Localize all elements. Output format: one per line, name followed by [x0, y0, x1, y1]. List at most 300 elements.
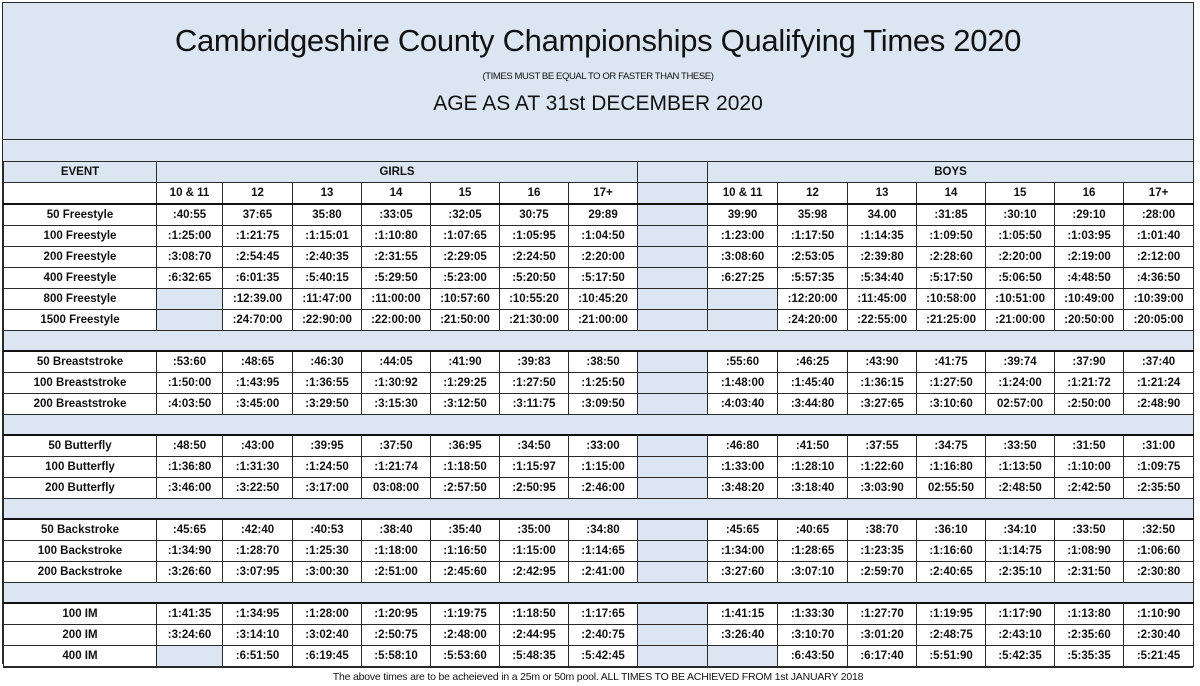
boys-time-cell: :3:08:60	[708, 247, 778, 268]
boys-time-cell: :1:21:24	[1124, 373, 1194, 394]
boys-time-cell: :3:07:10	[778, 562, 848, 583]
qualifying-times-table	[3, 161, 1194, 667]
boys-time-cell: :2:35:50	[1124, 478, 1194, 499]
boys-time-cell: :3:44:80	[778, 394, 848, 415]
girls-age-header: 16	[500, 183, 569, 205]
girls-time-cell: 37:65	[223, 204, 293, 226]
boys-time-cell: :1:08:90	[1055, 541, 1124, 562]
boys-time-cell: :2:35:60	[1055, 625, 1124, 646]
girls-time-cell: :1:21:74	[362, 457, 431, 478]
boys-time-cell: :1:09:50	[917, 226, 986, 247]
event-name: 400 IM	[4, 646, 157, 667]
age-note: AGE AS AT 31st DECEMBER 2020	[433, 92, 763, 115]
boys-time-cell: :31:00	[1124, 435, 1194, 457]
table-row	[4, 435, 1194, 457]
girls-time-cell: :1:15:00	[569, 457, 638, 478]
boys-time-cell: :43:90	[848, 351, 917, 373]
girls-time-cell: :39:95	[293, 435, 362, 457]
girls-time-cell: :10:57:60	[431, 289, 500, 310]
girls-time-cell: :1:04:50	[569, 226, 638, 247]
girls-time-cell: :24:70:00	[223, 310, 293, 331]
girls-time-cell: :1:24:50	[293, 457, 362, 478]
girls-time-cell	[157, 310, 223, 331]
boys-time-cell: 39:90	[708, 204, 778, 226]
girls-time-cell: :1:18:00	[362, 541, 431, 562]
boys-time-cell: :2:35:10	[986, 562, 1055, 583]
girls-time-cell: :1:15:97	[500, 457, 569, 478]
girls-time-cell: :2:29:05	[431, 247, 500, 268]
event-name: 200 IM	[4, 625, 157, 646]
girls-time-cell: :1:14:65	[569, 541, 638, 562]
boys-time-cell: :1:06:60	[1124, 541, 1194, 562]
boys-time-cell: :1:01:40	[1124, 226, 1194, 247]
girls-time-cell: :1:31:30	[223, 457, 293, 478]
girls-age-header: 14	[362, 183, 431, 205]
girls-time-cell: :1:41:35	[157, 603, 223, 625]
girls-time-cell: :2:57:50	[431, 478, 500, 499]
girls-time-cell: :2:50:75	[362, 625, 431, 646]
event-name: 50 Backstroke	[4, 519, 157, 541]
table-row	[4, 289, 1194, 310]
girls-time-cell: :6:32:65	[157, 268, 223, 289]
girls-time-cell: :3:15:30	[362, 394, 431, 415]
girls-time-cell: :1:34:95	[223, 603, 293, 625]
girls-time-cell: 30:75	[500, 204, 569, 226]
boys-time-cell: :5:42:35	[986, 646, 1055, 667]
boys-time-cell: :20:05:00	[1124, 310, 1194, 331]
boys-time-cell: :5:34:40	[848, 268, 917, 289]
girls-time-cell: :1:36:80	[157, 457, 223, 478]
boys-time-cell: :1:28:10	[778, 457, 848, 478]
group-spacer	[4, 415, 1194, 436]
girls-time-cell: :35:40	[431, 519, 500, 541]
boys-time-cell: :31:50	[1055, 435, 1124, 457]
girls-time-cell: :3:11:75	[500, 394, 569, 415]
boys-time-cell: :5:21:45	[1124, 646, 1194, 667]
boys-time-cell: :45:65	[708, 519, 778, 541]
event-name: 100 IM	[4, 603, 157, 625]
boys-time-cell: :1:10:90	[1124, 603, 1194, 625]
group-spacer	[4, 583, 1194, 604]
girls-time-cell: :21:00:00	[569, 310, 638, 331]
boys-time-cell: :1:16:80	[917, 457, 986, 478]
girls-time-cell: :3:08:70	[157, 247, 223, 268]
girls-time-cell: :1:15:01	[293, 226, 362, 247]
girls-time-cell: :1:29:25	[431, 373, 500, 394]
event-name: 50 Freestyle	[4, 204, 157, 226]
event-column-header: EVENT	[4, 162, 157, 183]
group-spacer-row	[4, 499, 1194, 520]
column-separator	[638, 204, 708, 226]
boys-time-cell: :39:74	[986, 351, 1055, 373]
girls-time-cell: :2:40:35	[293, 247, 362, 268]
boys-time-cell: :37:55	[848, 435, 917, 457]
boys-time-cell: :1:27:50	[917, 373, 986, 394]
group-spacer	[4, 499, 1194, 520]
girls-time-cell: 35:80	[293, 204, 362, 226]
boys-time-cell: :6:17:40	[848, 646, 917, 667]
boys-time-cell: :21:00:00	[986, 310, 1055, 331]
boys-time-cell: :3:18:40	[778, 478, 848, 499]
boys-time-cell: :1:23:00	[708, 226, 778, 247]
girls-time-cell: :1:25:50	[569, 373, 638, 394]
boys-time-cell: :1:36:15	[848, 373, 917, 394]
group-spacer-row	[4, 583, 1194, 604]
table-row	[4, 541, 1194, 562]
boys-time-cell: :33:50	[986, 435, 1055, 457]
girls-time-cell: :3:12:50	[431, 394, 500, 415]
table-row	[4, 204, 1194, 226]
girls-time-cell: :22:00:00	[362, 310, 431, 331]
boys-time-cell: :2:12:00	[1124, 247, 1194, 268]
girls-time-cell: :6:19:45	[293, 646, 362, 667]
girls-time-cell: :3:07:95	[223, 562, 293, 583]
girls-time-cell: :1:19:75	[431, 603, 500, 625]
boys-time-cell: :29:10	[1055, 204, 1124, 226]
boys-time-cell: :3:01:20	[848, 625, 917, 646]
boys-time-cell: :3:10:70	[778, 625, 848, 646]
boys-time-cell: :10:51:00	[986, 289, 1055, 310]
boys-time-cell: :2:48:50	[986, 478, 1055, 499]
boys-time-cell: :30:10	[986, 204, 1055, 226]
event-name: 400 Freestyle	[4, 268, 157, 289]
boys-time-cell: :1:09:75	[1124, 457, 1194, 478]
boys-time-cell: :1:17:50	[778, 226, 848, 247]
boys-time-cell: :40:65	[778, 519, 848, 541]
column-separator	[638, 289, 708, 310]
boys-time-cell: :2:28:60	[917, 247, 986, 268]
girls-time-cell: :3:02:40	[293, 625, 362, 646]
girls-time-cell: :5:20:50	[500, 268, 569, 289]
girls-time-cell: 03:08:00	[362, 478, 431, 499]
boys-time-cell: :3:10:60	[917, 394, 986, 415]
girls-time-cell: :1:25:30	[293, 541, 362, 562]
girls-time-cell: :2:40:75	[569, 625, 638, 646]
girls-time-cell: :42:40	[223, 519, 293, 541]
girls-time-cell: :1:36:55	[293, 373, 362, 394]
boys-age-header: 15	[986, 183, 1055, 205]
event-name: 50 Butterfly	[4, 435, 157, 457]
table-row	[4, 247, 1194, 268]
girls-time-cell: :3:24:60	[157, 625, 223, 646]
girls-header: GIRLS	[157, 162, 638, 183]
boys-time-cell: :3:27:60	[708, 562, 778, 583]
boys-time-cell: :5:35:35	[1055, 646, 1124, 667]
girls-time-cell: :34:80	[569, 519, 638, 541]
girls-time-cell: :5:17:50	[569, 268, 638, 289]
event-name: 200 Backstroke	[4, 562, 157, 583]
girls-time-cell: :11:47:00	[293, 289, 362, 310]
girls-time-cell: :10:45:20	[569, 289, 638, 310]
girls-time-cell: :5:29:50	[362, 268, 431, 289]
girls-age-header: 12	[223, 183, 293, 205]
boys-time-cell: :34:75	[917, 435, 986, 457]
girls-time-cell: :33:00	[569, 435, 638, 457]
boys-time-cell: :2:20:00	[986, 247, 1055, 268]
girls-time-cell: :1:10:80	[362, 226, 431, 247]
girls-time-cell: :2:44:95	[500, 625, 569, 646]
group-spacer	[4, 331, 1194, 352]
girls-age-header: 13	[293, 183, 362, 205]
table-row	[4, 226, 1194, 247]
boys-time-cell: :1:28:65	[778, 541, 848, 562]
column-separator	[638, 268, 708, 289]
table-row	[4, 457, 1194, 478]
girls-time-cell: :5:42:45	[569, 646, 638, 667]
event-name: 200 Butterfly	[4, 478, 157, 499]
boys-time-cell: :1:34:00	[708, 541, 778, 562]
boys-time-cell: 02:57:00	[986, 394, 1055, 415]
girls-time-cell: :33:05	[362, 204, 431, 226]
boys-time-cell	[708, 289, 778, 310]
girls-time-cell: :34:50	[500, 435, 569, 457]
boys-time-cell: :24:20:00	[778, 310, 848, 331]
boys-time-cell: :36:10	[917, 519, 986, 541]
girls-time-cell: :1:30:92	[362, 373, 431, 394]
boys-time-cell: :1:23:35	[848, 541, 917, 562]
boys-time-cell: :5:06:50	[986, 268, 1055, 289]
boys-time-cell: :37:90	[1055, 351, 1124, 373]
boys-time-cell	[708, 646, 778, 667]
boys-time-cell: :2:39:80	[848, 247, 917, 268]
girls-time-cell: :41:90	[431, 351, 500, 373]
boys-time-cell: :1:27:70	[848, 603, 917, 625]
girls-time-cell: :46:30	[293, 351, 362, 373]
girls-time-cell: 29:89	[569, 204, 638, 226]
girls-time-cell: :3:09:50	[569, 394, 638, 415]
boys-time-cell: :2:42:50	[1055, 478, 1124, 499]
boys-time-cell: :2:30:40	[1124, 625, 1194, 646]
boys-time-cell: :10:49:00	[1055, 289, 1124, 310]
girls-time-cell: :6:51:50	[223, 646, 293, 667]
girls-time-cell: :3:45:00	[223, 394, 293, 415]
girls-time-cell: :21:30:00	[500, 310, 569, 331]
boys-time-cell: :5:57:35	[778, 268, 848, 289]
column-separator	[638, 603, 708, 625]
girls-time-cell: :2:41:00	[569, 562, 638, 583]
column-separator	[638, 351, 708, 373]
girls-time-cell: :6:01:35	[223, 268, 293, 289]
page-subtitle: (TIMES MUST BE EQUAL TO OR FASTER THAN THESE)	[482, 71, 714, 82]
girls-time-cell: :40:55	[157, 204, 223, 226]
girls-time-cell: :3:14:10	[223, 625, 293, 646]
girls-time-cell: :21:50:00	[431, 310, 500, 331]
table-row	[4, 562, 1194, 583]
table-row	[4, 310, 1194, 331]
boys-time-cell: 35:98	[778, 204, 848, 226]
event-name: 800 Freestyle	[4, 289, 157, 310]
girls-age-header: 10 & 11	[157, 183, 223, 205]
boys-time-cell: :34:10	[986, 519, 1055, 541]
boys-time-cell: :2:19:00	[1055, 247, 1124, 268]
boys-time-cell: :41:75	[917, 351, 986, 373]
girls-time-cell: :5:58:10	[362, 646, 431, 667]
girls-time-cell: :38:50	[569, 351, 638, 373]
column-separator	[638, 435, 708, 457]
boys-time-cell: :3:03:90	[848, 478, 917, 499]
boys-time-cell: :10:58:00	[917, 289, 986, 310]
qualifying-times-sheet	[2, 2, 1194, 683]
girls-time-cell: :48:65	[223, 351, 293, 373]
event-name: 100 Butterfly	[4, 457, 157, 478]
boys-time-cell: :22:55:00	[848, 310, 917, 331]
boys-age-header: 13	[848, 183, 917, 205]
boys-time-cell: :2:48:75	[917, 625, 986, 646]
girls-time-cell: :2:51:00	[362, 562, 431, 583]
boys-time-cell: :55:60	[708, 351, 778, 373]
girls-time-cell: :1:21:75	[223, 226, 293, 247]
table-row	[4, 394, 1194, 415]
boys-time-cell: :37:40	[1124, 351, 1194, 373]
boys-time-cell: :4:36:50	[1124, 268, 1194, 289]
header-spacer	[3, 139, 1193, 161]
boys-time-cell: :1:13:80	[1055, 603, 1124, 625]
event-age-spacer	[4, 183, 157, 205]
event-name: 100 Backstroke	[4, 541, 157, 562]
girls-time-cell: :1:16:50	[431, 541, 500, 562]
girls-time-cell: :43:00	[223, 435, 293, 457]
girls-time-cell: :12:39.00	[223, 289, 293, 310]
girls-time-cell: :1:50:00	[157, 373, 223, 394]
girls-age-header: 15	[431, 183, 500, 205]
girls-time-cell: :2:20:00	[569, 247, 638, 268]
girls-time-cell: :5:53:60	[431, 646, 500, 667]
column-separator	[638, 162, 708, 183]
girls-time-cell: :1:15:00	[500, 541, 569, 562]
column-separator	[638, 247, 708, 268]
column-separator	[638, 310, 708, 331]
group-spacer-row	[4, 415, 1194, 436]
boys-time-cell: :1:33:30	[778, 603, 848, 625]
boys-age-header: 12	[778, 183, 848, 205]
boys-time-cell: :10:39:00	[1124, 289, 1194, 310]
table-row	[4, 603, 1194, 625]
girls-time-cell: :45:65	[157, 519, 223, 541]
boys-age-header: 14	[917, 183, 986, 205]
sheet-header	[3, 3, 1193, 139]
column-separator	[638, 226, 708, 247]
boys-time-cell: :5:17:50	[917, 268, 986, 289]
girls-time-cell: :5:23:00	[431, 268, 500, 289]
boys-time-cell	[708, 310, 778, 331]
table-row	[4, 478, 1194, 499]
girls-time-cell: :2:42:95	[500, 562, 569, 583]
table-row	[4, 519, 1194, 541]
footer-note: The above times are to be acheieved in a 25m or 50m pool. ALL TIMES TO BE ACHIEVED FROM 1st JANUARY 2018	[3, 667, 1193, 686]
boys-time-cell: :11:45:00	[848, 289, 917, 310]
girls-time-cell: :4:03:50	[157, 394, 223, 415]
event-name: 100 Freestyle	[4, 226, 157, 247]
girls-time-cell: :5:48:35	[500, 646, 569, 667]
boys-time-cell: :3:27:65	[848, 394, 917, 415]
boys-time-cell: :33:50	[1055, 519, 1124, 541]
boys-time-cell: :1:22:60	[848, 457, 917, 478]
girls-time-cell: :3:46:00	[157, 478, 223, 499]
column-separator	[638, 478, 708, 499]
girls-time-cell: :1:34:90	[157, 541, 223, 562]
girls-time-cell: :1:05:95	[500, 226, 569, 247]
girls-time-cell: :2:24:50	[500, 247, 569, 268]
girls-time-cell: :3:17:00	[293, 478, 362, 499]
boys-time-cell: 02:55:50	[917, 478, 986, 499]
column-separator	[638, 457, 708, 478]
boys-time-cell: :6:43:50	[778, 646, 848, 667]
boys-time-cell: :28:00	[1124, 204, 1194, 226]
girls-time-cell: :32:05	[431, 204, 500, 226]
girls-time-cell: :2:31:55	[362, 247, 431, 268]
event-name: 50 Breaststroke	[4, 351, 157, 373]
boys-time-cell: :2:50:00	[1055, 394, 1124, 415]
column-separator	[638, 562, 708, 583]
boys-time-cell: :1:05:50	[986, 226, 1055, 247]
girls-time-cell: :1:27:50	[500, 373, 569, 394]
girls-time-cell: :35:00	[500, 519, 569, 541]
girls-time-cell: :5:40:15	[293, 268, 362, 289]
girls-time-cell: :2:50:95	[500, 478, 569, 499]
boys-time-cell: :3:26:40	[708, 625, 778, 646]
boys-time-cell: 34.00	[848, 204, 917, 226]
boys-time-cell: :2:30:80	[1124, 562, 1194, 583]
girls-time-cell: :1:18:50	[500, 603, 569, 625]
boys-time-cell: :12:20:00	[778, 289, 848, 310]
column-separator	[638, 541, 708, 562]
event-name: 1500 Freestyle	[4, 310, 157, 331]
girls-time-cell: :2:45:60	[431, 562, 500, 583]
boys-time-cell: :1:13:50	[986, 457, 1055, 478]
table-row	[4, 646, 1194, 667]
boys-time-cell: :2:53:05	[778, 247, 848, 268]
boys-time-cell: :1:21:72	[1055, 373, 1124, 394]
boys-time-cell: :1:48:00	[708, 373, 778, 394]
boys-time-cell: :46:25	[778, 351, 848, 373]
girls-time-cell: :10:55:20	[500, 289, 569, 310]
girls-time-cell: :1:25:00	[157, 226, 223, 247]
boys-time-cell: :3:48:20	[708, 478, 778, 499]
boys-time-cell: :21:25:00	[917, 310, 986, 331]
girls-time-cell: :2:46:00	[569, 478, 638, 499]
boys-time-cell: :6:27:25	[708, 268, 778, 289]
boys-age-header: 16	[1055, 183, 1124, 205]
girls-age-header: 17+	[569, 183, 638, 205]
group-spacer-row	[4, 331, 1194, 352]
boys-time-cell: :1:19:95	[917, 603, 986, 625]
girls-time-cell: :1:20:95	[362, 603, 431, 625]
boys-time-cell: :5:51:90	[917, 646, 986, 667]
boys-time-cell: :1:03:95	[1055, 226, 1124, 247]
boys-time-cell: :1:14:35	[848, 226, 917, 247]
girls-time-cell: :3:22:50	[223, 478, 293, 499]
boys-age-header: 10 & 11	[708, 183, 778, 205]
table-row	[4, 625, 1194, 646]
column-separator	[638, 394, 708, 415]
column-separator	[638, 183, 708, 205]
column-separator	[638, 373, 708, 394]
girls-time-cell: :1:18:50	[431, 457, 500, 478]
girls-time-cell: :2:54:45	[223, 247, 293, 268]
boys-time-cell: :20:50:00	[1055, 310, 1124, 331]
event-name: 200 Breaststroke	[4, 394, 157, 415]
table-body	[4, 162, 1194, 667]
girls-time-cell: :38:40	[362, 519, 431, 541]
girls-time-cell: :40:53	[293, 519, 362, 541]
column-separator	[638, 646, 708, 667]
girls-time-cell: :3:26:60	[157, 562, 223, 583]
boys-time-cell: :2:59:70	[848, 562, 917, 583]
girls-time-cell: :1:28:00	[293, 603, 362, 625]
girls-time-cell: :48:50	[157, 435, 223, 457]
girls-time-cell: :2:48:00	[431, 625, 500, 646]
boys-time-cell: :41:50	[778, 435, 848, 457]
